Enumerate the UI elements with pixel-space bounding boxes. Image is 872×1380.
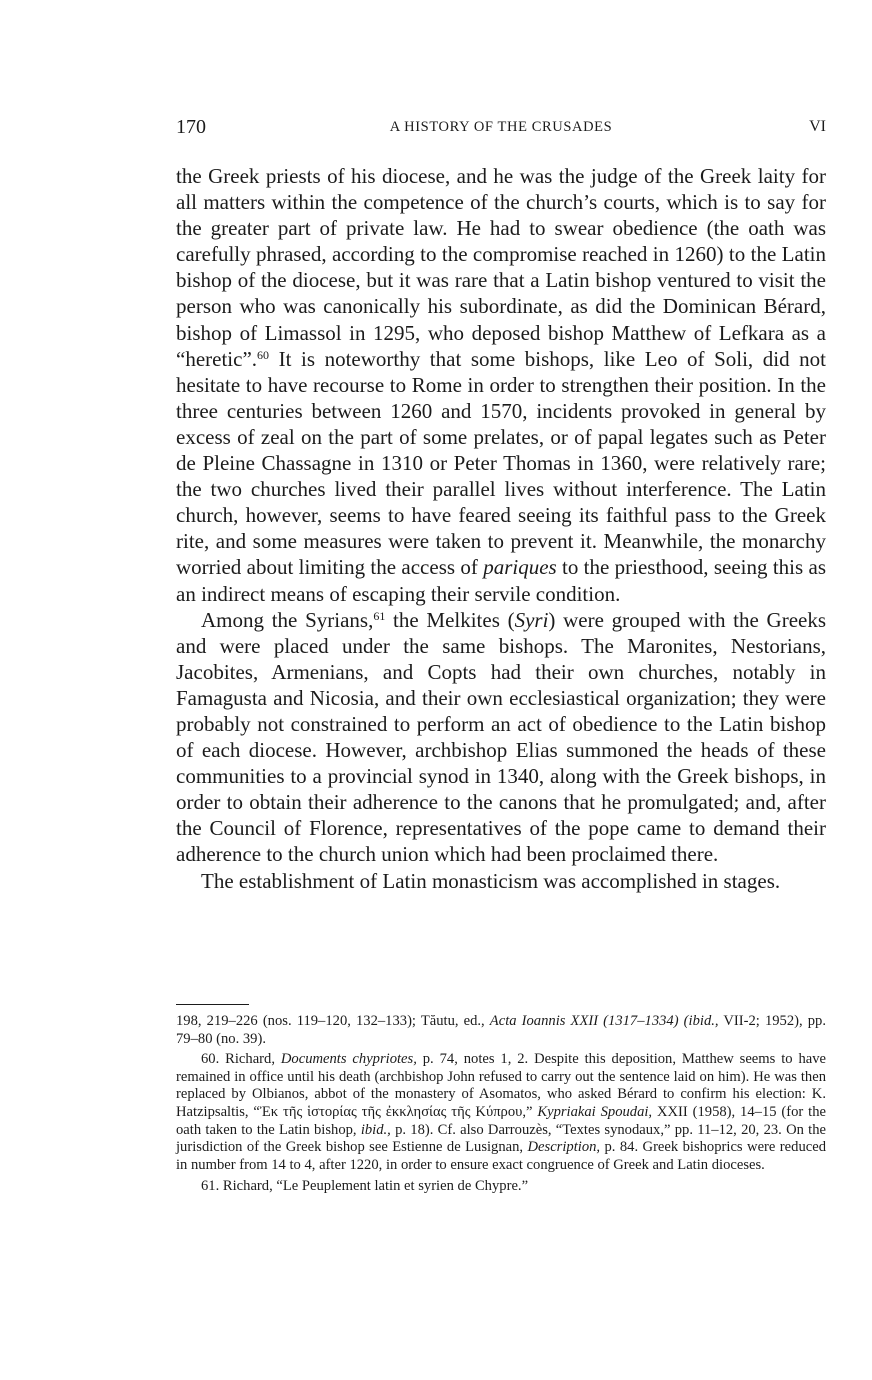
text-run: p. 84. Greek bishoprics were reduced in number from 14 to 4, after 1220, in order to ensure exact congruence of Greek and Latin dioceses. (176, 1139, 826, 1173)
italic-title: Acta Ioannis XXII (1317–1334) (ibid., (489, 1013, 719, 1029)
footnote-ref-60: 60 (257, 347, 270, 362)
text-run: XXII (1958), 14–15 (for the oath taken to the Latin bishop, (176, 1103, 826, 1138)
footnote-ref-61: 61 (373, 608, 386, 623)
text-run: 60. Richard, (201, 1051, 281, 1068)
section-number: VI (809, 118, 826, 135)
footnote-continuation (176, 1013, 826, 1048)
text-run: the Melkites ( (385, 607, 515, 632)
text-run: the Greek priests of his diocese, and he was the judge of the Greek laity for all matters within the competence of the church’s courts, which is to say for the greater part of private law. He had to swear obedience (the oath was carefully phrased, according to the compromise reached in 1260) to the Latin bishop of the diocese, but it was rare that a Latin bishop ventured to visit the person who was canonically his subordinate, as did the Dominican Bérard, bishop of Limassol in 1295, who deposed bishop Matthew of Lefkara as a “heretic”. (176, 164, 826, 371)
text-run: 198, 219–226 (nos. 119–120, 132–133); Tăutu, ed., (176, 1013, 490, 1029)
footnotes (176, 1013, 826, 1196)
footnote-61: 61. Richard, “Le Peuplement latin et syrien de Chypre.” (201, 1178, 529, 1195)
running-title: A HISTORY OF THE CRUSADES (389, 119, 613, 135)
running-head (176, 116, 826, 142)
paragraph (176, 607, 826, 868)
paragraph (176, 163, 826, 607)
text-run: VII-2; 1952), pp. 79–80 (no. 39). (176, 1013, 826, 1047)
italic-term: pariques (483, 555, 557, 580)
text-run: p. 18). Cf. also Darrouzès, “Textes synodaux,” pp. 11–12, 20, 23. On the jurisdiction of the Greek bishop see Estienne de Lusignan, (176, 1121, 826, 1156)
italic-title: Documents chypriotes, (280, 1051, 417, 1068)
italic-title: Kypriakai Spoudai, (537, 1103, 653, 1120)
text-run: to the priesthood, seeing this as an indirect means of escaping their servile condition. (176, 555, 826, 606)
footnote-60 (176, 1051, 826, 1174)
text-run: p. 74, notes 1, 2. Despite this deposition, Matthew seems to have remained in office until his death (archbishop John refused to carry out the sentence laid on him). He was then replaced by Olbianos, abbot of the monastery of Asomatos, who asked Bérard to confirm his election: K. Hatzipsaltis, “Ἐκ τῆς ἱστορίας τῆς ἐκκλησίας τῆς Κύπρου,” (176, 1051, 826, 1120)
footnote-divider (176, 1004, 249, 1005)
italic-title: Description, (527, 1139, 601, 1156)
italic-term: Syri (514, 607, 549, 632)
page-number: 170 (176, 116, 206, 138)
italic-title: ibid., (360, 1121, 391, 1138)
text-run: It is noteworthy that some bishops, like Leo of Soli, did not hesitate to have recourse to Rome in order to strengthen their position. In the three centuries between 1260 and 1570, incidents provoked in general by excess of zeal on the part of some prelates, or of papal legates such as Peter de Pleine Chassagne in 1310 or Peter Thomas in 1360, were relatively rare; the two churches lived their parallel lives without interference. The Latin church, however, seems to have feared seeing its faithful pass to the Greek rite, and some measures were taken to prevent it. Meanwhile, the monarchy worried about limiting the access of (176, 346, 826, 580)
text-run: Among the Syrians, (201, 607, 374, 632)
text-run: ) were grouped with the Greeks and were placed under the same bishops. The Maronites, Nestorians, Jacobites, Armenians, and Copts had their own churches, notably in Famagusta and Nicosia, and their own ecclesiastical organization; they were probably not constrained to perform an act of obedience to the Latin bishop of each diocese. However, archbishop Elias summoned the heads of these communities to a provincial synod in 1340, along with the Greek bishops, in order to obtain their adherence to the canons that he promulgated; and, after the Council of Florence, representatives of the pope came to demand their adherence to the church union which had been proclaimed there. (176, 607, 827, 867)
main-text (176, 163, 826, 894)
paragraph: The establishment of Latin monasticism was accomplished in stages. (201, 868, 781, 893)
